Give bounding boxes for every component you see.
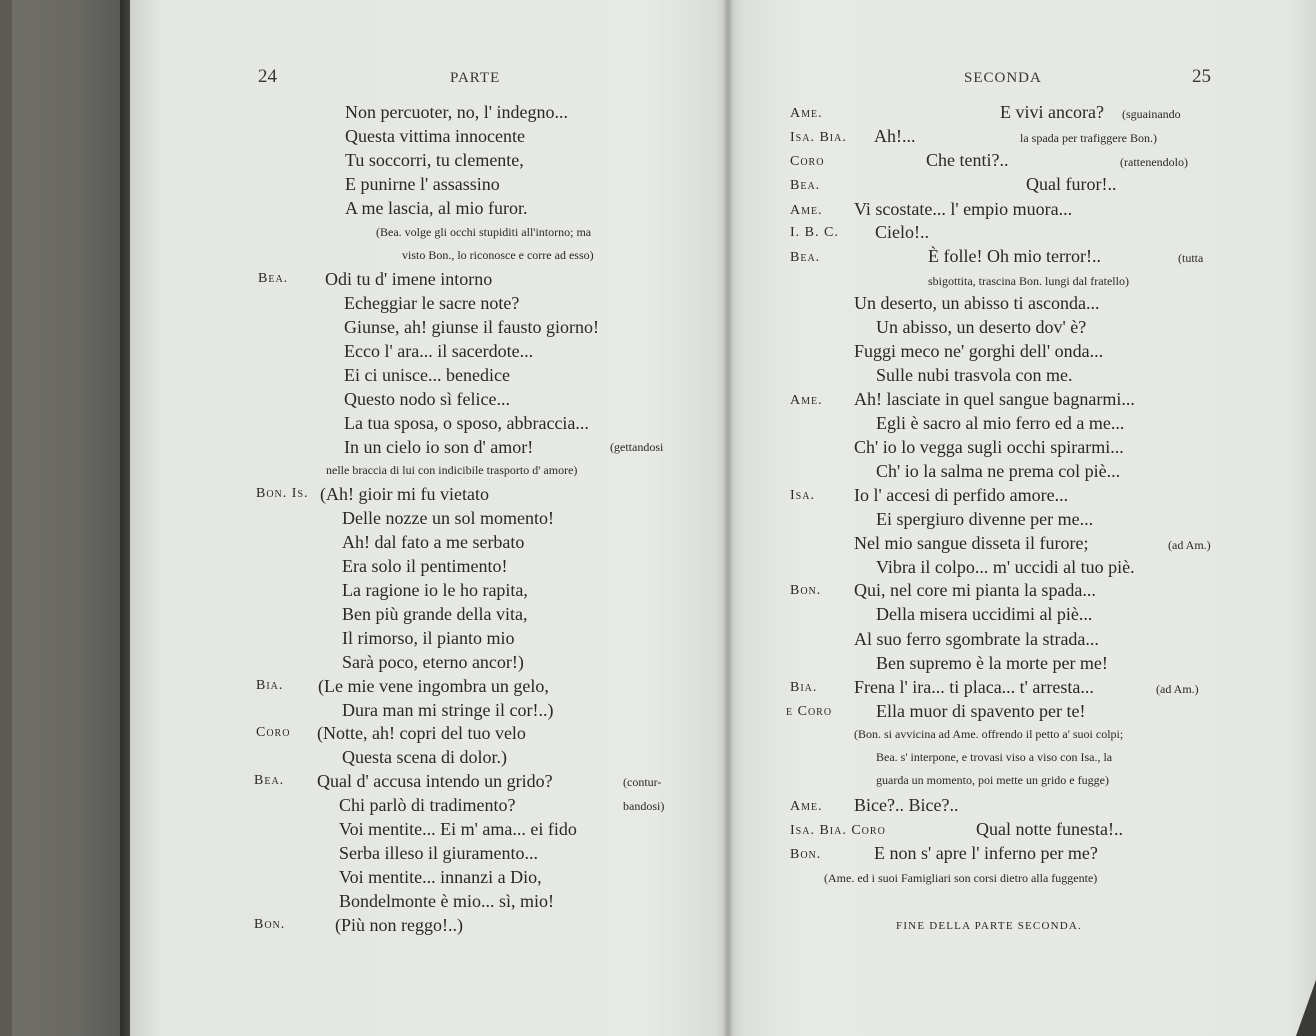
page-number-right: 25 — [1192, 66, 1211, 87]
verse-line: Al suo ferro sgombrate la strada... — [854, 629, 1099, 649]
stage-direction: (rattenendolo) — [1120, 155, 1188, 169]
stage-direction: (contur- — [623, 775, 662, 789]
speaker-label: Bia. — [256, 678, 284, 693]
stage-direction: (gettandosi — [610, 440, 664, 454]
verse-line: Tu soccorri, tu clemente, — [345, 150, 524, 170]
stage-direction: visto Bon., lo riconosce e corre ad esso) — [402, 248, 594, 262]
stage-direction: (Bea. volge gli occhi stupiditi all'intorno; ma — [376, 225, 592, 239]
speaker-label: I. B. C. — [790, 225, 839, 240]
verse-line: Sarà poco, eterno ancor!) — [342, 652, 524, 672]
verse-line: Ben supremo è la morte per me! — [876, 653, 1108, 673]
left-page — [130, 0, 728, 1036]
verse-line: Questo nodo sì felice... — [344, 389, 510, 409]
section-end-note: FINE DELLA PARTE SECONDA. — [896, 920, 1082, 932]
verse-line: Che tenti?.. — [926, 150, 1009, 170]
verse-line: Sulle nubi trasvola con me. — [876, 365, 1073, 385]
verse-line: Bice?.. Bice?.. — [854, 795, 959, 815]
verse-line: In un cielo io son d' amor! — [344, 437, 534, 457]
verse-line: Voi mentite... innanzi a Dio, — [339, 867, 542, 887]
verse-line: Giunse, ah! giunse il fausto giorno! — [344, 317, 599, 337]
verse-line: Ch' io la salma ne prema col piè... — [876, 461, 1121, 481]
stage-direction: (ad Am.) — [1168, 538, 1211, 552]
verse-line: Qual furor!.. — [1026, 174, 1117, 194]
stage-direction: Bea. s' interpone, e trovasi viso a viso con Isa., la — [876, 750, 1113, 764]
verse-line: Chi parlò di tradimento? — [339, 795, 516, 815]
verse-line: Ch' io lo vegga sugli occhi spirarmi... — [854, 437, 1124, 457]
book-cover-board — [12, 0, 120, 1036]
speaker-label: Isa. Bia. — [790, 130, 847, 145]
verse-line: Qui, nel core mi pianta la spada... — [854, 580, 1096, 600]
stage-direction: (Ame. ed i suoi Famigliari son corsi dietro alla fuggente) — [824, 871, 1098, 885]
speaker-label: Bon. — [790, 583, 822, 598]
speaker-label: Coro — [790, 154, 825, 169]
verse-line: Qual d' accusa intendo un grido? — [317, 771, 553, 791]
verse-line: (Ah! gioir mi fu vietato — [320, 484, 489, 504]
stage-direction: (Bon. si avvicina ad Ame. offrendo il petto a' suoi colpi; — [854, 727, 1124, 741]
speaker-label: Coro — [256, 725, 291, 740]
stage-direction: la spada per trafiggere Bon.) — [1020, 131, 1157, 145]
right-page — [728, 0, 1316, 1036]
book-gutter — [722, 0, 734, 1036]
verse-line: A me lascia, al mio furor. — [345, 198, 528, 218]
verse-line: Odi tu d' imene intorno — [325, 269, 493, 289]
running-header-left: PARTE — [450, 70, 501, 86]
stage-direction: (ad Am.) — [1156, 682, 1199, 696]
verse-line: (Notte, ah! copri del tuo velo — [317, 723, 526, 743]
verse-line: (Le mie vene ingombra un gelo, — [318, 676, 549, 696]
verse-line: Vi scostate... l' empio muora... — [854, 199, 1073, 219]
verse-line: Bondelmonte è mio... sì, mio! — [339, 891, 554, 911]
speaker-label: Isa. Bia. Coro — [790, 823, 886, 838]
verse-line: Ah! lasciate in quel sangue bagnarmi... — [854, 389, 1135, 409]
speaker-label: Bea. — [790, 250, 821, 265]
verse-line: Qual notte funesta!.. — [976, 819, 1123, 839]
verse-line: Un abisso, un deserto dov' è? — [876, 317, 1087, 337]
stage-direction: sbigottita, trascina Bon. lungi dal fratello) — [928, 274, 1129, 288]
verse-line: Serba illeso il giuramento... — [339, 843, 538, 863]
speaker-label: Isa. — [790, 488, 815, 503]
verse-line: (Più non reggo!..) — [335, 915, 463, 935]
verse-line: Dura man mi stringe il cor!..) — [342, 700, 554, 720]
verse-line: Un deserto, un abisso ti asconda... — [854, 293, 1100, 313]
verse-line: Ella muor di spavento per te! — [876, 701, 1086, 721]
verse-line: Delle nozze un sol momento! — [342, 508, 554, 528]
speaker-label: Ame. — [790, 799, 823, 814]
verse-line: E vivi ancora? — [1000, 102, 1104, 122]
verse-line: Il rimorso, il pianto mio — [342, 628, 515, 648]
speaker-label: Bon. — [790, 847, 822, 862]
verse-line: Frena l' ira... ti placa... t' arresta... — [854, 677, 1094, 697]
speaker-label: Bea. — [258, 271, 289, 286]
verse-line: Ei ci unisce... benedice — [344, 365, 510, 385]
speaker-label: Ame. — [790, 106, 823, 121]
speaker-label: e Coro — [786, 704, 833, 719]
stage-direction: guarda un momento, poi mette un grido e fugge) — [876, 773, 1109, 787]
verse-line: Voi mentite... Ei m' ama... ei fido — [339, 819, 577, 839]
page-number-left: 24 — [258, 66, 277, 87]
stage-direction: bandosi) — [623, 799, 665, 813]
verse-line: Era solo il pentimento! — [342, 556, 508, 576]
stage-direction: (sguainando — [1122, 107, 1181, 121]
speaker-label: Ame. — [790, 203, 823, 218]
verse-line: Egli è sacro al mio ferro ed a me... — [876, 413, 1125, 433]
verse-line: Ecco l' ara... il sacerdote... — [344, 341, 534, 361]
verse-line: Della misera uccidimi al piè... — [876, 604, 1093, 624]
verse-line: Non percuoter, no, l' indegno... — [345, 102, 568, 122]
verse-line: E non s' apre l' inferno per me? — [874, 843, 1098, 863]
verse-line: Vibra il colpo... m' uccidi al tuo piè. — [876, 557, 1135, 577]
speaker-label: Bea. — [790, 178, 821, 193]
verse-line: Ah!... — [874, 126, 916, 146]
verse-line: È folle! Oh mio terror!.. — [928, 246, 1101, 266]
verse-line: Io l' accesi di perfido amore... — [854, 485, 1069, 505]
verse-line: La ragione io le ho rapita, — [342, 580, 528, 600]
verse-line: Fuggi meco ne' gorghi dell' onda... — [854, 341, 1104, 361]
verse-line: Ei spergiuro divenne per me... — [876, 509, 1094, 529]
verse-line: Questa vittima innocente — [345, 126, 525, 146]
speaker-label: Bon. — [254, 917, 286, 932]
verse-line: Nel mio sangue disseta il furore; — [854, 533, 1089, 553]
stage-direction: nelle braccia di lui con indicibile trasporto d' amore) — [326, 463, 578, 477]
verse-line: Ben più grande della vita, — [342, 604, 528, 624]
verse-line: Cielo!.. — [875, 222, 929, 242]
binding-strip — [0, 0, 12, 1036]
speaker-label: Bia. — [790, 680, 818, 695]
speaker-label: Bon. Is. — [256, 486, 309, 501]
verse-line: Ah! dal fato a me serbato — [342, 532, 525, 552]
speaker-label: Bea. — [254, 773, 285, 788]
verse-line: La tua sposa, o sposo, abbraccia... — [344, 413, 589, 433]
verse-line: E punirne l' assassino — [345, 174, 500, 194]
speaker-label: Ame. — [790, 393, 823, 408]
verse-line: Echeggiar le sacre note? — [344, 293, 520, 313]
running-header-right: SECONDA — [964, 70, 1042, 86]
stage-direction: (tutta — [1178, 251, 1204, 265]
verse-line: Questa scena di dolor.) — [342, 747, 507, 767]
